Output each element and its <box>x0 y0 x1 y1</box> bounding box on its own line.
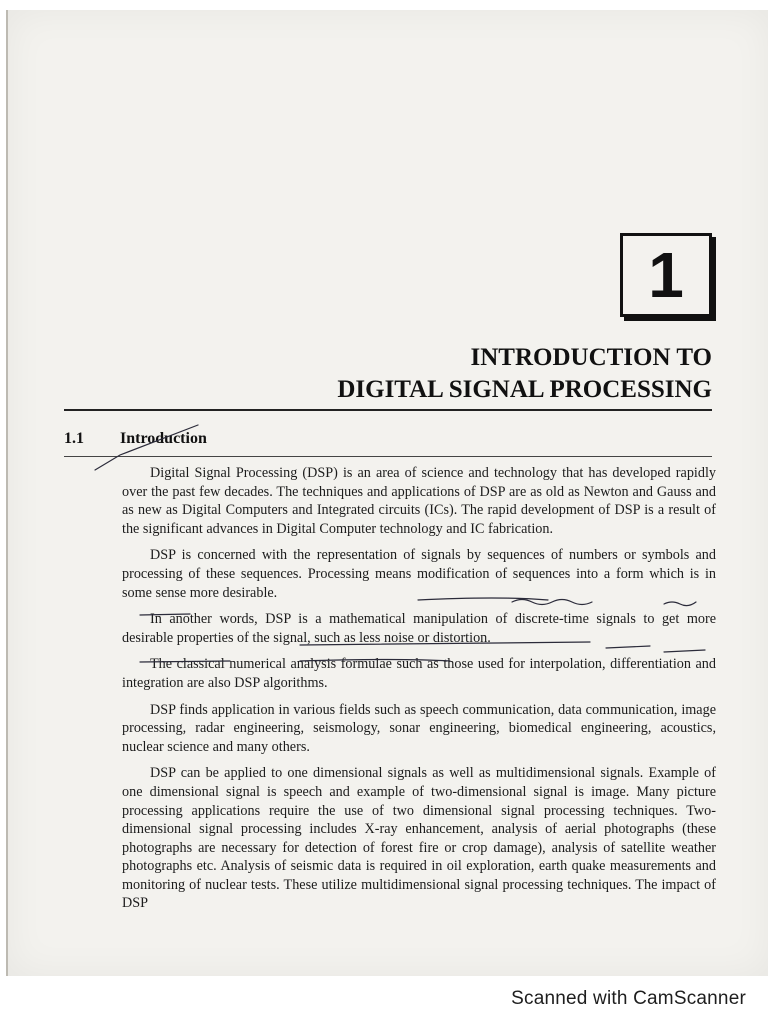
chapter-divider <box>64 409 712 411</box>
chapter-title <box>337 342 712 406</box>
camscanner-watermark: Scanned with CamScanner <box>511 988 746 1009</box>
paragraph: In another words, DSP is a mathematical manipulation of discrete-time signals to get more desirable properties of the signal, such as less noise or distortion. <box>122 611 716 646</box>
paragraph: Digital Signal Processing (DSP) is an area of science and technology that has developed rapidly over the past few decades. The techniques and applications of DSP are as old as Newton and Gauss and as new as Digital Computers and Integrated circuits (ICs). The rapid development of DSP is a result of the significant advances in Digital Computer technology and IC fabrication. <box>122 465 716 537</box>
paragraph: DSP can be applied to one dimensional signals as well as multidimensional signals. Example of one dimensional signal is speech and example of two-dimensional signal is image. Many picture processing applications require the use of two dimensional signal processing techniques. Two-dimensional signal processing includes X-ray enhancement, analysis of aerial photographs (these photographs are necessary for detection of forest fire or crop damage), analysis of satellite weather photographs etc. Analysis of seismic data is required in oil exploration, earth quake measurements and monitoring of nuclear tests. These utilize multidimensional signal processing techniques. The impact of DSP <box>122 765 716 912</box>
paragraph: DSP is concerned with the representation of signals by sequences of numbers or symbols and processing of these sequences. Processing means modification of sequences into a form which is in some sense more desirable. <box>122 547 716 601</box>
section-title: Introduction <box>120 430 207 447</box>
chapter-title-line-1: INTRODUCTION TO <box>470 344 712 371</box>
chapter-number-box <box>620 233 712 317</box>
paragraph: DSP finds application in various fields such as speech communication, data communication, image processing, radar engineering, seismology, sonar engineering, biomedical engineering, acoustics, nuclear science and many others. <box>122 701 716 755</box>
section-divider <box>64 456 712 457</box>
chapter-title-line-2: DIGITAL SIGNAL PROCESSING <box>337 376 712 403</box>
section-number: 1.1 <box>64 430 84 447</box>
chapter-number: 1 <box>648 239 684 311</box>
paragraph: The classical numerical analysis formulae such as those used for interpolation, differentiation and integration are also DSP algorithms. <box>122 656 716 691</box>
body-text <box>122 464 716 921</box>
